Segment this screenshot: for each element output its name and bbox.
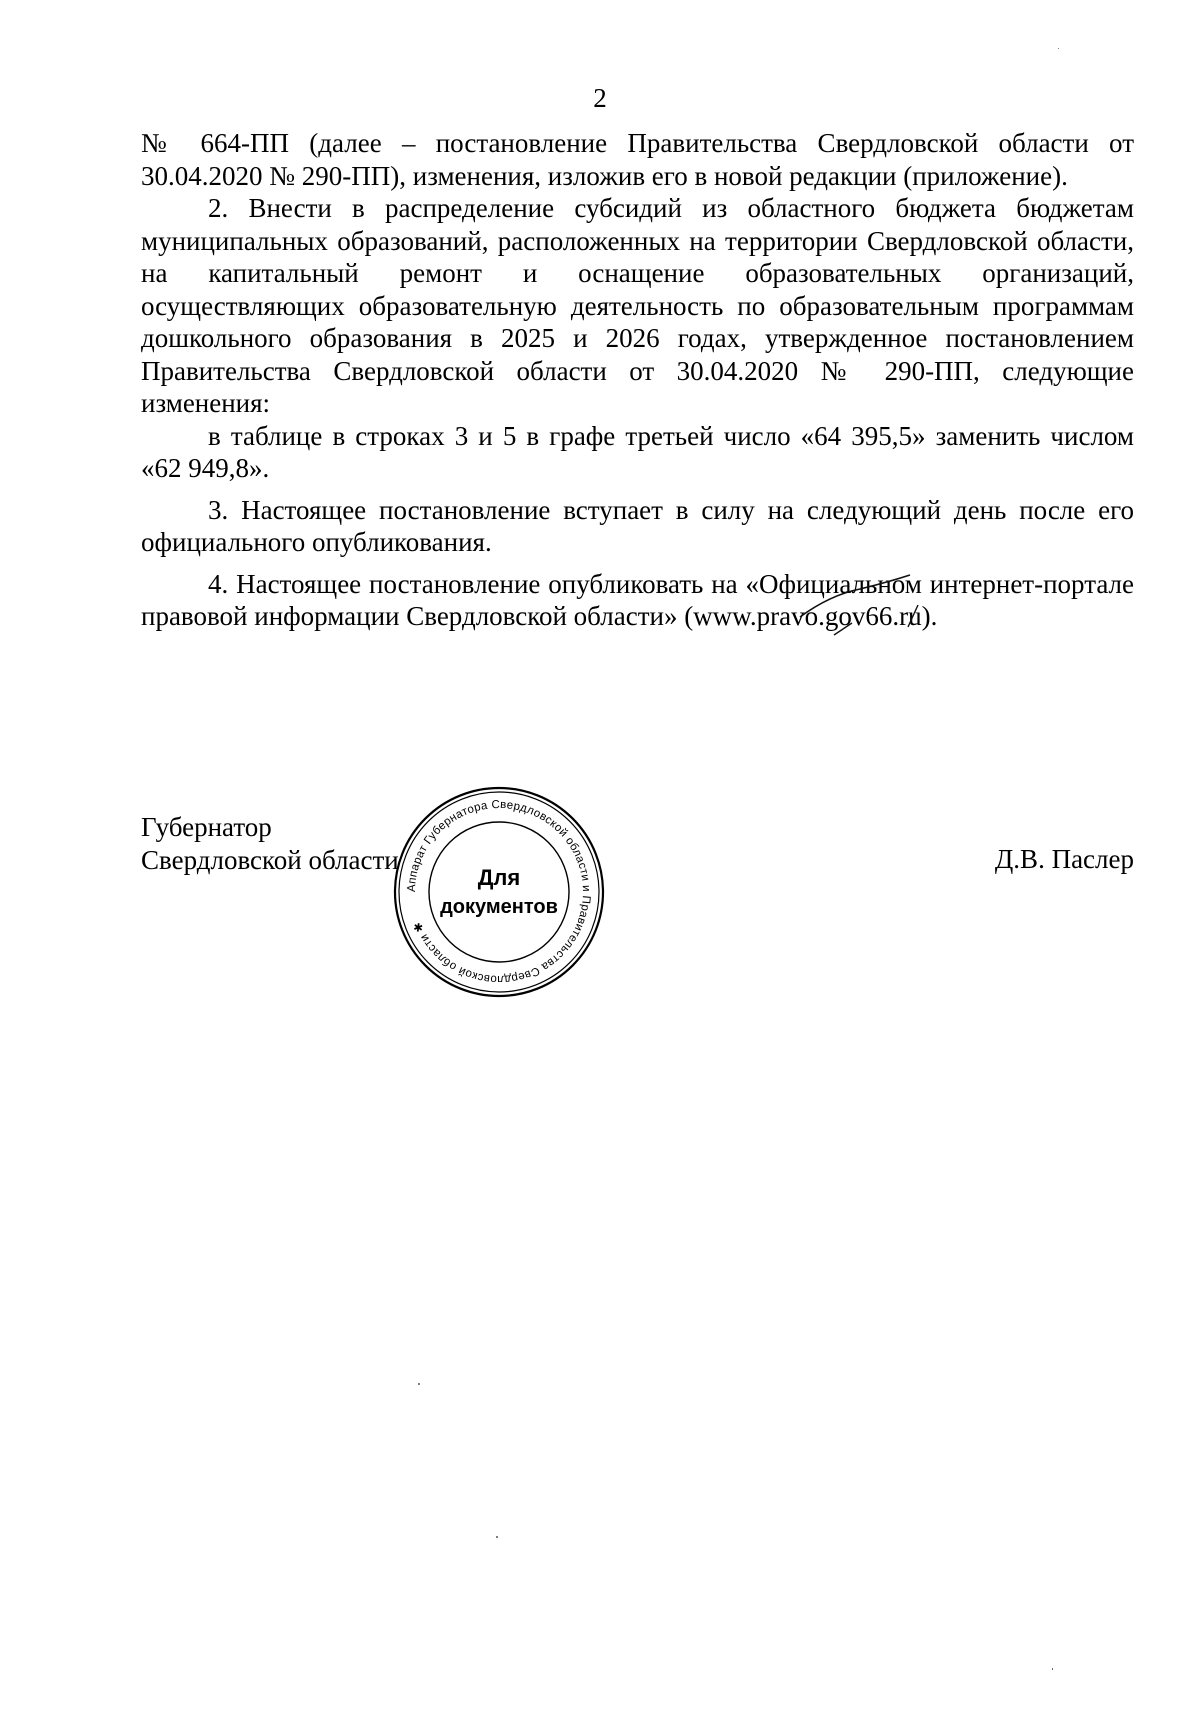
paragraph-3: 3. Настоящее постановление вступает в силу на следующий день после его официального опубликования. xyxy=(141,494,1134,557)
seal-center-line2: документов xyxy=(440,896,558,918)
scan-speck xyxy=(1058,48,1059,49)
signatory-title xyxy=(141,811,399,876)
paragraph-2: 2. Внести в распределение субсидий из областного бюджета бюджетам муниципальных образований, расположенных на территории Свердловской области, на капитальный ремонт и оснащение образовательных организаций, осуществляющих образовательную деятельность по образовательным программам дошкольного образования в 2025 и 2026 годах, утвержденное постановлением Правительства Свердловской области от 30.04.2020 № 290-ПП, следующие изменения: xyxy=(141,193,1134,418)
paragraph-4: 4. Настоящее постановление опубликовать на «Официальном интернет-портале правовой информации Свердловской области» (www.pravo.gov66.ru). xyxy=(141,568,1134,631)
seal-center-line1: Для xyxy=(477,865,521,890)
signatory-name: Д.В. Паслер xyxy=(994,844,1134,874)
svg-text:Аппарат Губернатора Свердловск xyxy=(406,799,592,985)
paragraph-intro-continuation: № 664-ПП (далее – постановление Правительства Свердловской области от 30.04.2020 № 290-ПП), изменения, изложив его в новой редакции (приложение). xyxy=(141,128,1134,191)
scan-speck xyxy=(1052,1668,1053,1670)
official-seal-stamp xyxy=(390,783,608,1001)
document-body xyxy=(141,127,1134,633)
scan-speck xyxy=(496,1536,498,1538)
page-number: 2 xyxy=(593,83,607,113)
scan-speck xyxy=(418,1383,420,1385)
signatory-title-line1: Губернатор xyxy=(141,812,272,842)
seal-ring-text: Аппарат Губернатора Свердловской области и Правительства Свердловской области ✱ xyxy=(405,798,593,986)
signatory-title-line2: Свердловской области xyxy=(141,844,399,875)
handwritten-mark xyxy=(790,565,970,640)
paragraph-2-subitem: в таблице в строках 3 и 5 в графе третьей число «64 395,5» заменить числом «62 949,8». xyxy=(141,420,1134,483)
